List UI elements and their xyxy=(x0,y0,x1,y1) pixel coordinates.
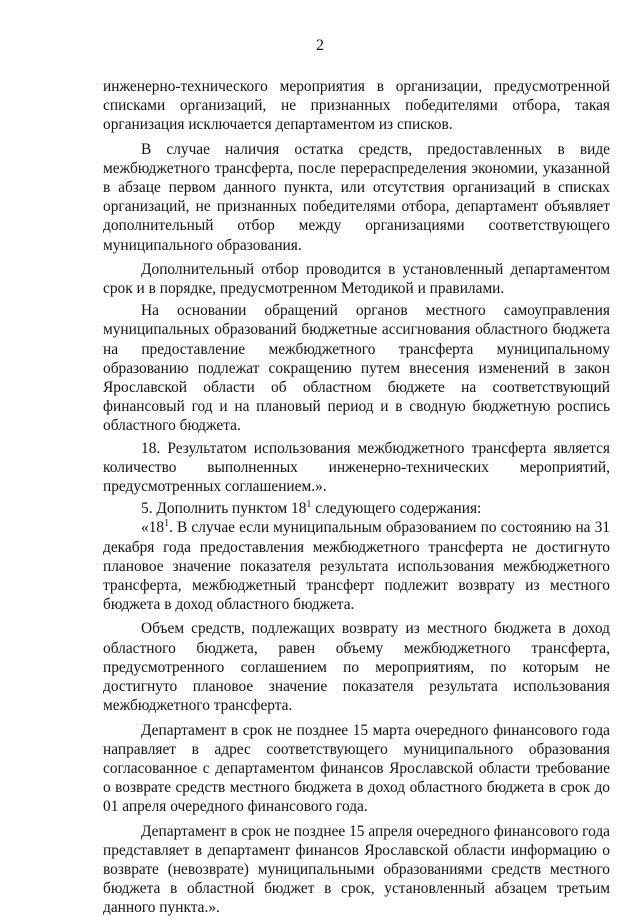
paragraph-item-18-1 xyxy=(103,518,610,614)
paragraph-refund-demand: Департамент в срок не позднее 15 марта очередного финансового года направляет в адрес соответствующего муниципального образования согласованное с департаментом финансов Ярославской области требование о возврате средств местного бюджета в доход областного бюджета в срок до 01 апреля очередного финансового года. xyxy=(103,721,610,816)
paragraph-additional-selection: Дополнительный отбор проводится в установленный департаментом срок и в порядке, предусмотренном Методикой и правилами. xyxy=(103,260,610,298)
amendment-superscript: 1 xyxy=(306,499,312,511)
paragraph-refund-volume: Объем средств, подлежащих возврату из местного бюджета в доход областного бюджета, равен объему межбюджетного трансферта, предусмотренного соглашением по мероприятиям, по которым не достигнуто плановое значение показателя результата использования межбюджетного трансферта. xyxy=(103,620,610,715)
paragraph-continuation: инженерно-технического мероприятия в организации, предусмотренной списками организаций, не признанных победителями отбора, такая организация исключается департаментом из списков. xyxy=(103,78,610,134)
paragraph-amendment-5 xyxy=(103,499,610,518)
item-18-1-text: . В случае если муниципальным образованием по состоянию на 31 декабря года предоставления межбюджетного трансферта не достигнуто плановое значение показателя результата использования межбюджетного трансферта, межбюджетный трансферт подлежит возврату из местного бюджета в доход областного бюджета. xyxy=(103,519,610,614)
document-body xyxy=(103,77,610,918)
amendment-text-start: 5. Дополнить пунктом 18 xyxy=(141,500,307,518)
item-18-1-superscript: 1 xyxy=(164,518,170,530)
paragraph-refund-report: Департамент в срок не позднее 15 апреля очередного финансового года представляет в департамент финансов Ярославской области информацию о возврате (невозврате) муниципальными образованиями средств местного бюджета в областной бюджет в срок, установленный абзацем третьим данного пункта.». xyxy=(103,822,610,917)
page-number: 2 xyxy=(316,37,324,54)
item-18-1-number: «18 xyxy=(141,519,165,537)
paragraph-remaining-funds: В случае наличия остатка средств, предоставленных в виде межбюджетного трансферта, после перераспределения экономии, указанной в абзаце первом данного пункта, или отсутствия организаций в списках организаций, не признанных победителями отбора, департамент объявляет дополнительный отбор между организациями соответствующего муниципального образования. xyxy=(103,140,610,254)
amendment-text-end: следующего содержания: xyxy=(311,500,482,518)
paragraph-budget-reduction: На основании обращений органов местного самоуправления муниципальных образований бюджетные ассигнования областного бюджета на предоставление межбюджетного трансферта муниципальному образованию подлежат сокращению путем внесения изменений в закон Ярославской области об областном бюджете на соответствующий финансовый год и на плановый период и в сводную бюджетную роспись областного бюджета. xyxy=(103,302,610,435)
paragraph-item-18: 18. Результатом использования межбюджетного трансферта является количество выполненных инженерно-технических мероприятий, предусмотренных соглашением.». xyxy=(103,439,610,496)
